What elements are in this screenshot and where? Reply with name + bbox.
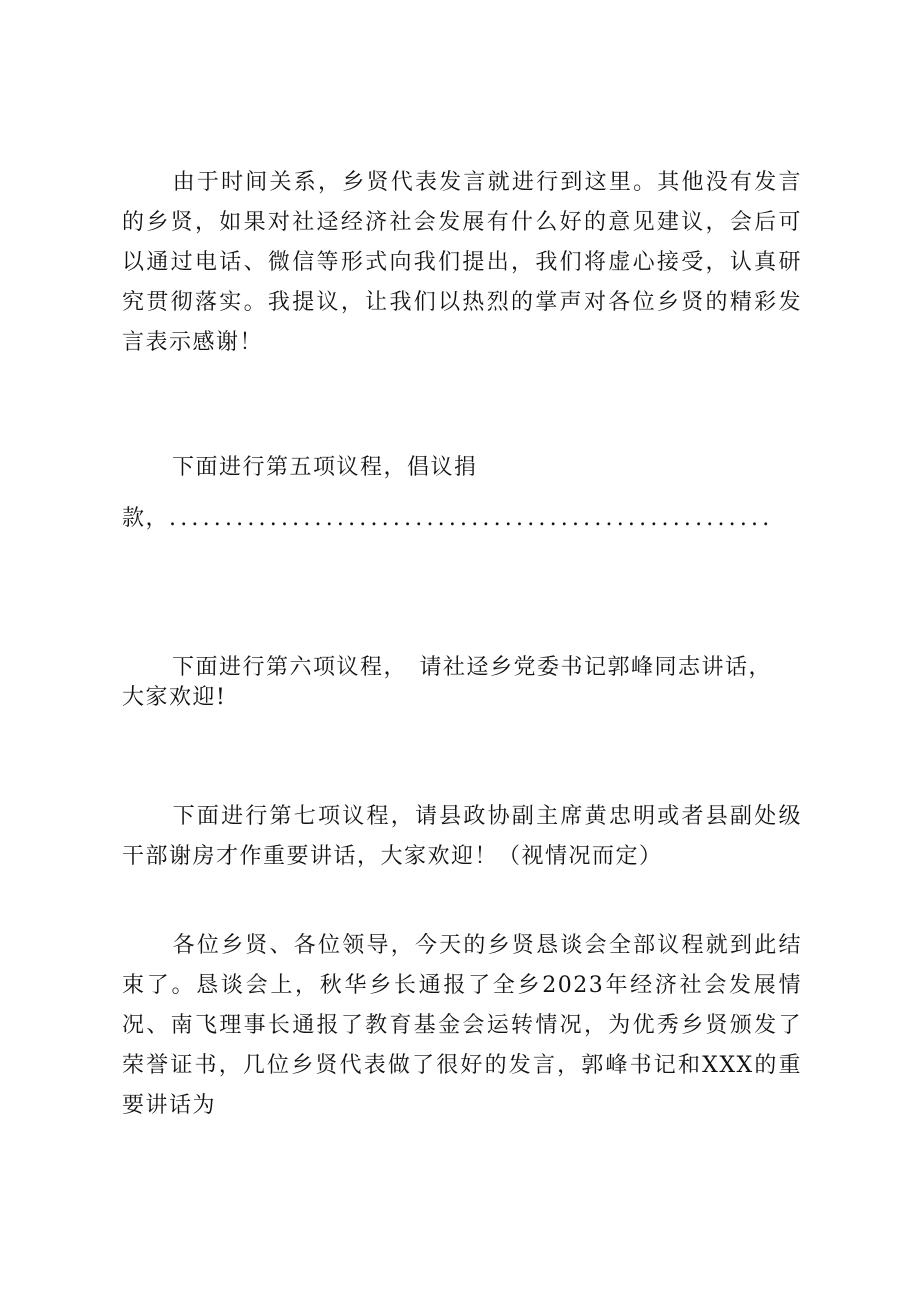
- agenda-item-5-line2: [122, 504, 773, 534]
- paragraph-closing-summary: 各位乡贤、各位领导，今天的乡贤恳谈会全部议程就到此结束了。恳谈会上，秋华乡长通报了全乡2023年经济社会发展情况、南飞理事长通报了教育基金会运转情况，为优秀乡贤颁发了荣誉证书，几位乡贤代表做了很好的发言，郭峰书记和XXX的重要讲话为: [122, 933, 802, 1118]
- agenda-item-5-word: 款，: [122, 506, 170, 531]
- paragraph-agenda-item-7: 下面进行第七项议程，请县政协副主席黄忠明或者县副处级干部谢房才作重要讲话，大家欢迎！（视情况而定）: [122, 804, 802, 869]
- agenda-item-6-line1: 下面进行第六项议程， 请社迳乡党委书记郭峰同志讲话，: [172, 655, 773, 680]
- dotted-leader: ......................................................: [169, 506, 774, 531]
- agenda-item-6-line2: 大家欢迎!: [122, 685, 227, 710]
- paragraph-speech-closing: 由于时间关系，乡贤代表发言就进行到这里。其他没有发言的乡贤，如果对社迳经济社会发展有什么好的意见建议，会后可以通过电话、微信等形式向我们提出，我们将虚心接受，认真研究贯彻落实。我提议，让我们以热烈的掌声对各位乡贤的精彩发言表示感谢！: [122, 170, 802, 355]
- agenda-item-5-line1: 下面进行第五项议程，倡议捐: [172, 455, 478, 480]
